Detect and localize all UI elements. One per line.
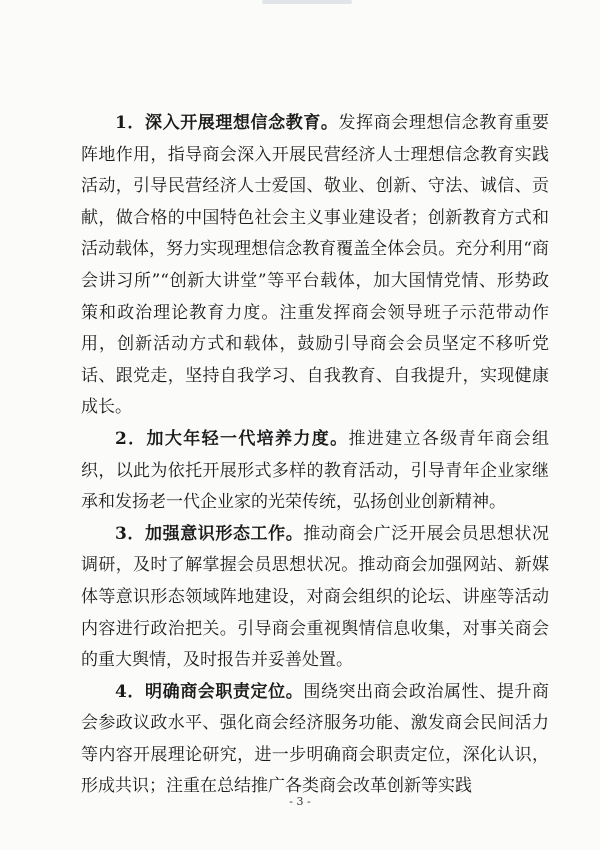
- document-body: [81, 108, 549, 803]
- paragraph-heading: 2．加大年轻一代培养力度。: [115, 428, 349, 449]
- paragraph-heading: 3．加强意识形态工作。: [115, 523, 304, 544]
- paragraph-2: [81, 424, 549, 519]
- paragraph-3: [81, 519, 549, 677]
- paragraph-text: 发挥商会理想信念教育重要阵地作用，指导商会深入开展民营经济人士理想信念教育实践活动，引导民营经济人士爱国、敬业、创新、守法、诚信、贡献，做合格的中国特色社会主义事业建设者；创新教育方式和活动载体，努力实现理想信念教育覆盖全体会员。充分利用“商会讲习所”“创新大讲堂”等平台载体，加大国情党情、形势政策和政治理论教育力度。注重发挥商会领导班子示范带动作用，创新活动方式和载体，鼓励引导商会会员坚定不移听党话、跟党走，坚持自我学习、自我教育、自我提升，实现健康成长。: [81, 113, 550, 418]
- scan-smudge: [262, 0, 352, 4]
- paragraph-heading: 4．明确商会职责定位。: [115, 681, 304, 702]
- paragraph-1: [81, 108, 549, 424]
- paragraph-text: 推动商会广泛开展会员思想状况调研，及时了解掌握会员思想状况。推动商会加强网站、新媒体等意识形态领域阵地建设，对商会组织的论坛、讲座等活动内容进行政治把关。引导商会重视舆情信息收集，对事关商会的重大舆情，及时报告并妥善处置。: [81, 523, 549, 671]
- paragraph-text: 推进建立各级青年商会组织，以此为依托开展形式多样的教育活动，引导青年企业家继承和发扬老一代企业家的光荣传统，弘扬创业创新精神。: [81, 428, 550, 513]
- paragraph-heading: 1．深入开展理想信念教育。: [115, 113, 339, 133]
- page-number: - 3 -: [289, 795, 311, 808]
- paragraph-4: [81, 677, 549, 803]
- paragraph-text: 围绕突出商会政治属性、提升商会参政议政水平、强化商会经济服务功能、激发商会民间活力等内容开展理论研究，进一步明确商会职责定位，深化认识，形成共识；注重在总结推广各类商会改革创新等实践: [81, 681, 549, 797]
